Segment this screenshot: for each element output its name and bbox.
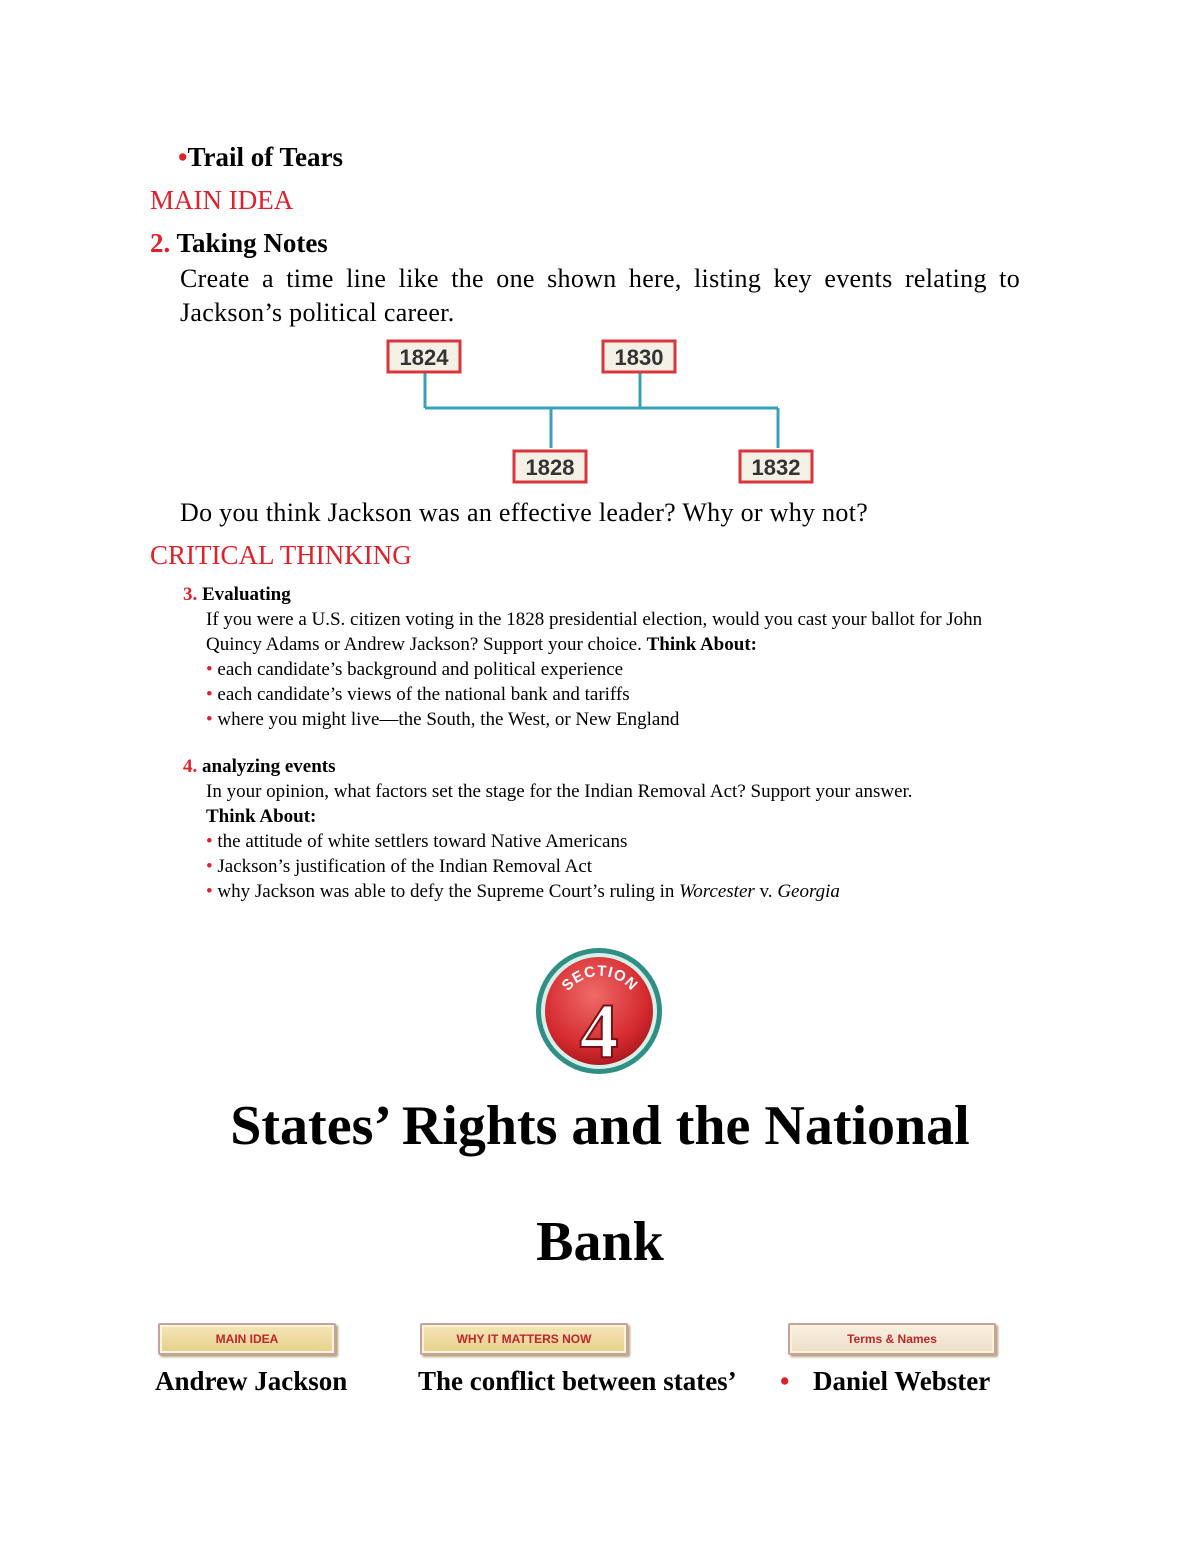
term-daniel-webster: Daniel Webster xyxy=(813,1366,991,1396)
question-4-label: analyzing events xyxy=(202,756,336,777)
trail-of-tears-item xyxy=(178,142,343,173)
question-4 xyxy=(183,754,1033,904)
question-3-number: 3. xyxy=(183,584,198,605)
question-4-title xyxy=(183,754,1033,779)
section-title-line-1: States’ Rights and the National xyxy=(230,1095,970,1157)
taking-notes-title xyxy=(150,228,328,259)
timeline-box-1832 xyxy=(740,451,812,482)
timeline-diagram xyxy=(380,335,820,495)
bullet: • xyxy=(178,142,188,172)
list-item: • each candidate’s background and political experience xyxy=(206,659,624,680)
question-3-title xyxy=(183,582,1033,607)
question-3-body xyxy=(183,607,1033,657)
section-title-line-2: Bank xyxy=(536,1211,664,1273)
badge-number: 4 xyxy=(579,987,619,1074)
timeline-box-1824 xyxy=(388,341,460,372)
taking-notes-number: 2. xyxy=(150,228,171,258)
why-it-matters-text: The conflict between states’ xyxy=(418,1366,737,1396)
taking-notes-body: Create a time line like the one shown here, listing key events relating to Jackson’s political career. xyxy=(180,264,1020,327)
question-4-body: In your opinion, what factors set the stage for the Indian Removal Act? Support your answer. xyxy=(206,781,913,802)
list-item: • each candidate’s views of the national bank and tariffs xyxy=(206,684,630,705)
timeline-year: 1832 xyxy=(751,455,801,480)
list-item: • where you might live—the South, the West, or New England xyxy=(206,709,680,730)
main-idea-heading: MAIN IDEA xyxy=(150,185,294,215)
critical-thinking-heading: CRITICAL THINKING xyxy=(150,540,412,570)
list-item: • Jackson’s justification of the Indian Removal Act xyxy=(206,856,593,877)
leadership-question: Do you think Jackson was an effective leader? Why or why not? xyxy=(180,498,869,527)
why-it-matters-tag: WHY IT MATTERS NOW xyxy=(420,1323,628,1355)
terms-names-tag: Terms & Names xyxy=(788,1323,996,1355)
main-idea-tag: MAIN IDEA xyxy=(158,1323,336,1355)
question-3-label: Evaluating xyxy=(202,584,291,605)
timeline-box-1830 xyxy=(603,341,675,372)
timeline-year: 1830 xyxy=(614,345,664,370)
timeline-box-1828 xyxy=(514,451,586,482)
list-item: • why Jackson was able to defy the Supreme Court’s ruling in Worcester v. Georgia xyxy=(206,881,840,902)
question-3-text: If you were a U.S. citizen voting in the 1828 presidential election, would you cast your ballot for John Quincy Adams or Andrew Jackson? Support your choice. xyxy=(206,609,983,655)
list-item: • the attitude of white settlers toward Native Americans xyxy=(206,831,628,852)
think-about-label: Think About: xyxy=(646,634,757,655)
badge-label: SECTION xyxy=(558,962,642,995)
section-badge xyxy=(533,945,667,1079)
timeline-year: 1824 xyxy=(399,345,449,370)
trail-of-tears-text: Trail of Tears xyxy=(187,142,343,172)
timeline-year: 1828 xyxy=(525,455,575,480)
bullet: • xyxy=(780,1366,790,1396)
taking-notes-label: Taking Notes xyxy=(176,228,328,258)
main-idea-text: Andrew Jackson xyxy=(155,1366,348,1396)
think-about-label: Think About: xyxy=(206,806,317,827)
question-4-number: 4. xyxy=(183,756,198,777)
question-3 xyxy=(183,582,1033,732)
